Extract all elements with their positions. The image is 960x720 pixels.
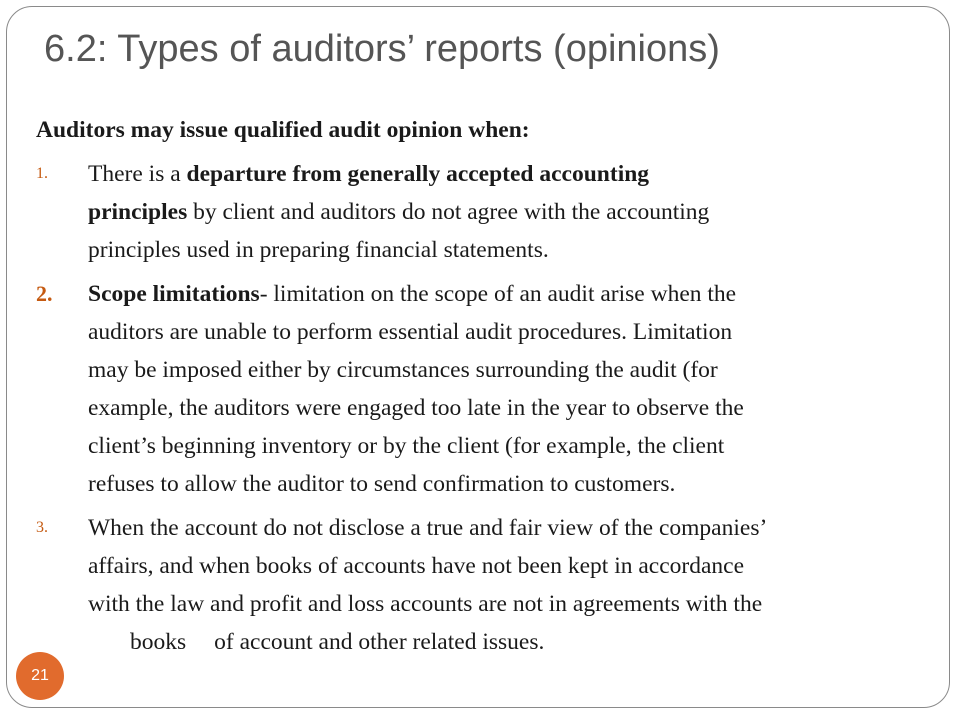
item-2-line-2: auditors are unable to perform essential audit procedures. Limitation [88,319,733,345]
list-item-3 [36,509,926,661]
item-3-line-1: When the account do not disclose a true and fair view of the companies’ [88,515,768,541]
item-3-books-word: books [130,629,187,655]
item-2-line-6: refuses to allow the auditor to send confirmation to customers. [88,471,676,497]
intro-text: Auditors may issue qualified audit opinion when: [36,117,530,143]
list-item-1 [36,155,926,269]
item-1-bold-phrase: departure from generally accepted accounting [186,161,650,187]
item-3-line-4 [88,623,926,661]
list-item-2 [36,275,926,503]
list-number-2: 2. [36,281,53,306]
item-3-line-2: affairs, and when books of accounts have not been kept in accordance [88,553,745,579]
slide-title: 6.2: Types of auditors’ reports (opinions) [44,28,720,70]
page-number-badge: 21 [16,652,64,700]
item-2-line-1 [88,275,926,313]
list-number-1: 1. [36,165,48,182]
item-2-bold-phrase: Scope limitations [88,281,260,307]
item-2-line-3: may be imposed either by circumstances surrounding the audit (for [88,357,718,383]
item-3-line-3: with the law and profit and loss accounts are not in agreements with the [88,591,763,617]
item-1-text-cont: by client and auditors do not agree with the accounting [187,199,710,225]
item-1-line-1 [88,155,926,193]
item-1-line-2 [88,193,926,231]
item-1-bold-word: principles [88,199,188,225]
item-1-line-3: principles used in preparing financial statements. [88,237,549,263]
list-number-3: 3. [36,519,48,536]
item-2-line-5: client’s beginning inventory or by the client (for example, the client [88,433,725,459]
slide-body [36,111,926,667]
item-1-text: There is a [88,161,187,187]
item-2-line-4: example, the auditors were engaged too late in the year to observe the [88,395,744,421]
item-3-text-end: of account and other related issues. [214,629,545,655]
item-2-text: - limitation on the scope of an audit arise when the [259,281,737,307]
